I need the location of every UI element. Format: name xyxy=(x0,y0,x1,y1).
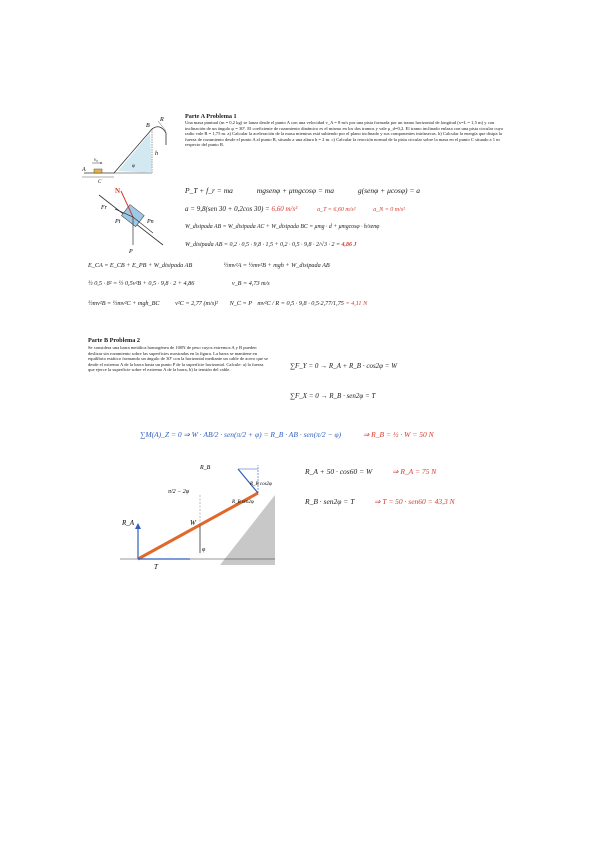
eq-normal-a: ½mv²B = ½mv²C + mgh_BC xyxy=(88,300,160,307)
eq-energy-right: ½mv²A = ½mv²B + mgh + W_disipada AB xyxy=(223,262,330,269)
eq-energy-left: E_CA = E_CB + E_PB + W_disipada AB xyxy=(88,262,193,269)
eq-acceleration xyxy=(185,205,405,213)
part-b-statement: Se considera una barra metálica homogénea de 100N de peso cuyos extremos A y B pueden deslizar sin rozamiento sobre las superficies mostradas en la figura. La barra se mantiene en equilibrio estático formando un ángulo de 30º con la horizontal mediante un cable de acero que se desde el extremo A de la barra hasta un punto P de la superficie horizontal. Calcule: a) la fuerza que ejerce la superficie sobre el extremo A de la barra, b) la tensión del cable. xyxy=(88,345,268,373)
eq-normal xyxy=(88,300,367,307)
eq-work-value xyxy=(185,242,357,248)
eq-moment-expr: ∑M(A)_Z = 0 ⇒ W · AB/2 · sen(π/2 + φ) = R_B · AB · sen(π/2 − φ) xyxy=(140,430,342,439)
eq-vb: v_B = 4,73 m/s xyxy=(231,280,270,287)
incline-surface xyxy=(220,495,275,565)
eq-energy-numeric xyxy=(88,280,270,287)
eq-tension-expr: R_B · sen2φ = T xyxy=(305,497,355,506)
eq-ra-expr: R_A + 50 · cos60 = W xyxy=(305,467,373,476)
label-pt: Pt xyxy=(115,219,121,225)
part-a-title: Parte A Problema 1 xyxy=(185,113,237,120)
part-b-title: Parte B Problema 2 xyxy=(88,337,140,344)
label-phi: φ xyxy=(202,547,206,553)
label-a: A xyxy=(82,167,86,173)
eq-newton-rhs: g(senφ + μcosφ) = a xyxy=(357,186,421,195)
label-angle: π/2 − 2φ xyxy=(168,489,190,495)
label-b: B xyxy=(146,123,150,129)
label-fr: Fr xyxy=(101,205,107,211)
label-c: C xyxy=(98,180,102,185)
label-v: v₀ xyxy=(94,158,98,163)
eq-work-expr: W_disipada AB = 0,2 · 0,5 · 9,8 · 1,5 + 0,2 · 0,5 · 9,8 · 2/√3 · 2 = xyxy=(185,242,342,248)
eq-ra xyxy=(305,467,436,476)
eq-normal-b: v²C = 2,77 (m/s)² xyxy=(175,300,219,307)
eq-normal-result: = 4,11 N xyxy=(345,300,368,307)
bar-diagram xyxy=(110,455,280,570)
label-n: N xyxy=(115,187,121,195)
label-phi: φ xyxy=(132,164,135,169)
label-ra: R_A xyxy=(122,519,135,527)
eq-sum-fx: ∑F_X = 0 → R_B · sen2φ = T xyxy=(290,392,376,400)
eq-newton-mid: mgsenφ + μmgcosφ = ma xyxy=(256,186,334,195)
eq-normal-d: mv²C / R = 0,5 · 9,8 · 0,5·2,77/1,75 xyxy=(257,300,344,307)
label-rb: R_B xyxy=(200,465,211,471)
eq-energy xyxy=(88,262,330,269)
eq-work-result: 4,86 J xyxy=(341,242,357,248)
eq-ra-result: ⇒ R_A = 75 N xyxy=(392,467,437,476)
eq-accel-result: 6,60 m/s² xyxy=(271,205,298,213)
rb-arrow xyxy=(238,469,258,493)
eq-sum-fy: ∑F_Y = 0 → R_A + R_B · cos2φ = W xyxy=(290,362,398,370)
eq-moment-result: ⇒ R_B = ½ · W = 50 N xyxy=(363,430,434,439)
eq-accel-at: a_T = 6,60 m/s² xyxy=(317,207,356,213)
eq-accel-an: a_N = 0 m/s² xyxy=(373,207,405,213)
free-body-diagram xyxy=(95,185,175,255)
mass-block xyxy=(94,169,102,173)
eq-tension xyxy=(305,497,455,506)
label-t: T xyxy=(154,563,158,570)
label-p: P xyxy=(129,249,133,255)
eq-work-dissipated: W_disipada AB = W_disipada AC + W_disipada BC = μmg · d + μmgcosφ · h/senφ xyxy=(185,224,380,230)
eq-newton xyxy=(185,186,420,195)
label-r: R xyxy=(160,117,164,123)
eq-tension-result: ⇒ T = 50 · sen60 = 43,3 N xyxy=(374,497,455,506)
label-rbcos: R_B cos2φ xyxy=(250,482,272,487)
eq-accel-expr: a = 9,8(sen 30 + 0,2cos 30) = xyxy=(185,205,272,213)
ramp-diagram xyxy=(80,115,180,185)
label-rbsen: R_B sen2φ xyxy=(232,500,254,505)
part-a-statement: Una masa puntual (m = 0,2 kg) se lanza desde el punto A con una velocidad v_A = 8 m/s por una pista formada por un tramo horizontal de longitud (x=L = 1,5 m) y con inclinación de un ángulo φ = 30º. El coeficiente de rozamiento dinámico es el mismo en los dos tramos y vale μ_d=0,2. El tramo inclinado enlaza con una pista circular cuyo radio vale R = 1,75 m. a) Calcular la aceleración de la masa mientras está subiendo por el plano inclinado y sus componentes intrínsecas. b) Calcular la energía que disipa la fuerza de rozamiento desde el punto A al punto B, situado a una altura h = 2 m. c) Calcular la reacción normal de la pista circular sobre la masa en el punto C situado a 1 m respecto del punto B. xyxy=(185,120,504,148)
label-w: W xyxy=(190,519,196,527)
eq-moment xyxy=(140,430,434,439)
eq-newton-lhs: P_T + f_r = ma xyxy=(185,186,233,195)
eq-energy-numeric-left: ½ 0,5 · 8² = ½ 0,5v²B + 0,5 · 9,8 · 2 + 4,86 xyxy=(88,280,195,287)
eq-normal-c: N_C = P xyxy=(229,300,252,307)
label-h: h xyxy=(155,151,158,157)
label-pn: Pn xyxy=(147,219,154,225)
